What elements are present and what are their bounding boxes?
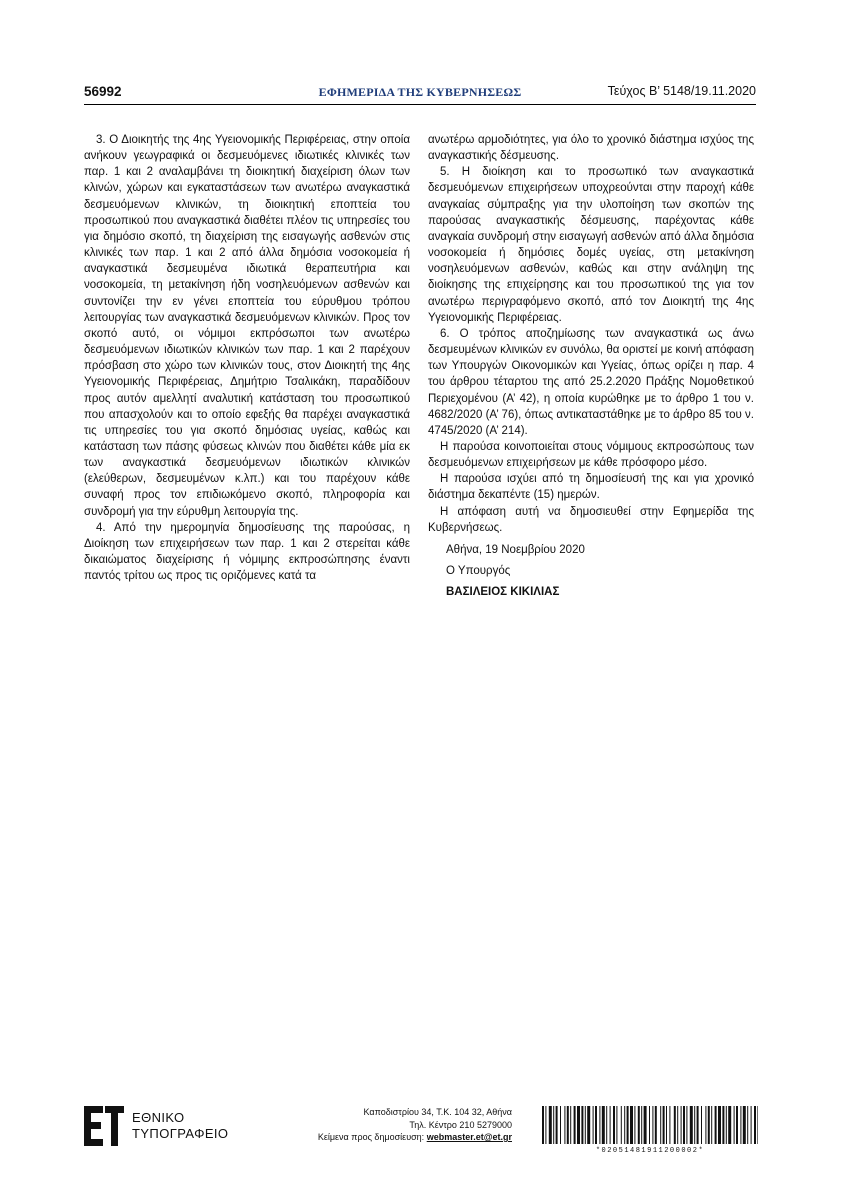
barcode-bar bbox=[754, 1106, 756, 1144]
barcode-bar bbox=[694, 1106, 695, 1144]
barcode-bar bbox=[677, 1106, 678, 1144]
barcode-bar bbox=[560, 1106, 561, 1144]
barcode-bar bbox=[669, 1106, 670, 1144]
barcode-bar bbox=[638, 1106, 640, 1144]
header-rule bbox=[84, 104, 756, 105]
barcode-bar bbox=[581, 1106, 583, 1144]
barcode-bar bbox=[570, 1106, 571, 1144]
barcode-bar bbox=[683, 1106, 685, 1144]
paragraph-5: 5. Η διοίκηση και το προσωπικό των αναγκαστικά δεσμευόμενων επιχειρήσεων υποχρεούνται στην παροχή κάθε αναγκαίας σύμπραξης για την υλοποίηση των σκοπών της παρούσας αναγκαστικής δέσμευσης, παρέχοντας κάθε αναγκαία συνδρομή στην εισαγωγή ασθενών από άλλα δημόσια νοσοκομεία ή δημόσιες δομές υγείας, στη μετακίνηση νοσηλευόμενων ασθενών, καθώς και στην ανάληψη της διοίκησης της επιχείρησης και του προσωπικού της για τον ανωτέρω περιγραφόμενο σκοπό, από τον Διοικητή της 4ης Υγειονομικής Περιφέρειας. bbox=[428, 166, 754, 324]
barcode-bar bbox=[722, 1106, 724, 1144]
paragraph-4: 4. Από την ημερομηνία δημοσίευσης της παρούσας, η Διοίκηση των επιχειρήσεων των παρ. 1 και 2 στερείται κάθε δικαιώματος διαχείρισης ή νόμιμης εκπροσώπησης έναντι παντός τρίτου ως προς τις οριζόμενες κατά τα bbox=[84, 521, 410, 583]
barcode-digits: *02051481911200002* bbox=[595, 1147, 705, 1155]
barcode-bar bbox=[542, 1106, 544, 1144]
logo-line-2: ΤΥΠΟΓΡΑΦΕΙΟ bbox=[132, 1126, 229, 1141]
barcode-bar bbox=[621, 1106, 622, 1144]
barcode-bar bbox=[708, 1106, 710, 1144]
paragraph-4-continued: ανωτέρω αρμοδιότητες, για όλο το χρονικό διάστημα ισχύος της αναγκαστικής δέσμευσης. bbox=[428, 134, 754, 163]
barcode-bar bbox=[549, 1106, 552, 1144]
barcode-bar bbox=[567, 1106, 569, 1144]
barcode-bar bbox=[715, 1106, 717, 1144]
barcode-bar bbox=[705, 1106, 706, 1144]
contact-info bbox=[318, 1106, 512, 1144]
national-printing-house-logo-icon bbox=[84, 1106, 124, 1146]
paragraph-6: 6. Ο τρόπος αποζημίωσης των αναγκαστικά ως άνω δεσμευμένων κλινικών εν συνόλω, θα οριστεί με κοινή απόφαση των Υπουργών Οικονομικών και Υγείας, όπως ορίζει η παρ. 4 του άρθρου τέταρτου της από 25.2.2020 Πράξης Νομοθετικού Περιεχομένου (Α’ 42), η οποία κυρώθηκε με το άρθρο 1 του ν. 4682/2020 (Α’ 76), όπως αντικαταστάθηκε με το άρθρο 85 του ν. 4745/2020 (Α’ 214). bbox=[428, 327, 754, 437]
logo-line-1: ΕΘΝΙΚΟ bbox=[132, 1110, 185, 1125]
right-column bbox=[428, 132, 754, 600]
barcode-bar bbox=[663, 1106, 665, 1144]
barcode-bar bbox=[740, 1106, 741, 1144]
publication-paragraph: Η απόφαση αυτή να δημοσιευθεί στην Εφημερίδα της Κυβερνήσεως. bbox=[428, 505, 754, 534]
issue-reference: Τεύχος B’ 5148/19.11.2020 bbox=[607, 84, 756, 98]
notification-paragraph: Η παρούσα κοινοποιείται στους νόμιμους εκπροσώπους των δεσμευόμενων επιχειρήσεων με κάθε πρόσφορο μέσο. bbox=[428, 440, 754, 470]
submission-line bbox=[318, 1131, 512, 1144]
signature-name: ΒΑΣΙΛΕΙΟΣ ΚΙΚΙΛΙΑΣ bbox=[446, 585, 560, 598]
barcode-bar bbox=[734, 1106, 735, 1144]
barcode-bar bbox=[577, 1106, 580, 1144]
barcode-bar bbox=[718, 1106, 721, 1144]
logo-text bbox=[132, 1110, 228, 1142]
barcode-bar bbox=[545, 1106, 546, 1144]
barcode-bar bbox=[690, 1106, 693, 1144]
barcode-bar bbox=[711, 1106, 712, 1144]
barcode-bar bbox=[660, 1106, 661, 1144]
barcode-bar bbox=[593, 1106, 594, 1144]
barcode-bar bbox=[666, 1106, 667, 1144]
barcode-bar bbox=[757, 1106, 758, 1144]
barcode-bar bbox=[751, 1106, 752, 1144]
barcode-bar bbox=[616, 1106, 617, 1144]
signature-role: Ο Υπουργός bbox=[446, 564, 511, 577]
barcode-bar bbox=[736, 1106, 738, 1144]
barcode-bar bbox=[599, 1106, 600, 1144]
validity-paragraph: Η παρούσα ισχύει από τη δημοσίευσή της και για χρονικό διάστημα δεκαπέντε (15) ημερών. bbox=[428, 473, 754, 502]
page-header bbox=[84, 84, 756, 104]
left-column bbox=[84, 132, 410, 584]
barcode-bar bbox=[556, 1106, 558, 1144]
barcode-bar bbox=[595, 1106, 597, 1144]
barcode-bar bbox=[606, 1106, 607, 1144]
barcode-bar bbox=[655, 1106, 657, 1144]
page-number: 56992 bbox=[84, 84, 122, 99]
phone-line: Τηλ. Κέντρο 210 5279000 bbox=[409, 1119, 512, 1130]
barcode-bar bbox=[641, 1106, 642, 1144]
barcode-bar bbox=[681, 1106, 682, 1144]
barcode-bar bbox=[649, 1106, 650, 1144]
barcode-bar bbox=[610, 1106, 611, 1144]
barcode-bar bbox=[726, 1106, 727, 1144]
paragraph-3: 3. Ο Διοικητής της 4ης Υγειονομικής Περιφέρειας, στην οποία ανήκουν γεωγραφικά οι δεσμευόμενες ιδιωτικές κλινικές των παρ. 1 και 2 αναλαμβάνει τη διοικητική διαχείριση όλων των κλινών, χώρων και εγκαταστάσεων των ανωτέρω αναγκαστικά δεσμευόμενων κλινικών, τη διοικητική εποπτεία του προσωπικού που αναγκαστικά διαθέτει πλέον τις υπηρεσίες του για δημόσιο σκοπό, τη διαχείριση της εισαγωγής ασθενών στις κλινικές των παρ. 1 και 2 από άλλα δημόσια νοσοκομεία ή αναγκαστικά δεσμευμένα ιδιωτικά θεραπευτήρια και νοσοκομεία, τη μετακίνηση ήδη νοσηλευόμενων ασθενών και συντονίζει την εν γένει εποπτεία του εύρυθμου τρόπου λειτουργίας των αναγκαστικά δεσμευόμενων κλινικών. Προς τον σκοπό αυτό, οι νόμιμοι εκπρόσωποι των ανωτέρω δεσμευόμενων ιδιωτικών κλινικών των παρ. 1 και 2 παρέχουν πρόσβαση στο χώρο των κλινικών τους, στον Διοικητή της 4ης Υγειονομικής Περιφέρειας, Δημήτριο Τσαλικάκη, παραδίδουν προς αυτόν αμελλητί αναλυτική κατάσταση του προσωπικού που απασχολούν και το οποίο εφεξής θα παρέχει αναγκαστικά τις υπηρεσίες του για σκοπό δημόσιας υγείας, καθώς και κατάσταση των πάσης φύσεως κλινών που διαθέτει κάθε μία εκ των αναγκαστικά δεσμευόμενων ιδιωτικών κλινικών (ελεύθερων, δεσμευμένων κ.λπ.) και του παρέχουν κάθε συναφή προς τον επιδιωκόμενο σκοπό, πληροφορία και συνδρομή για την εύρυθμη λειτουργία της. bbox=[84, 134, 410, 518]
barcode-bar bbox=[587, 1106, 590, 1144]
barcode-bar bbox=[564, 1106, 565, 1144]
barcode-bar bbox=[630, 1106, 633, 1144]
barcode-bar bbox=[627, 1106, 629, 1144]
barcode-bar bbox=[585, 1106, 586, 1144]
signature-place-date: Αθήνα, 19 Νοεμβρίου 2020 bbox=[446, 543, 585, 556]
barcode-bar bbox=[574, 1106, 576, 1144]
barcode-bar bbox=[652, 1106, 653, 1144]
address-line: Καποδιστρίου 34, Τ.Κ. 104 32, Αθήνα bbox=[363, 1107, 512, 1117]
barcode-bar bbox=[728, 1106, 731, 1144]
submission-label: Κείμενα προς δημοσίευση: bbox=[317, 1132, 425, 1142]
barcode-bar bbox=[553, 1106, 554, 1144]
barcode-bar bbox=[624, 1106, 625, 1144]
barcode-bar bbox=[613, 1106, 615, 1144]
barcode-bar bbox=[634, 1106, 635, 1144]
gazette-title: ΕΦΗΜΕΡΙΔΑ ΤΗΣ ΚΥΒΕΡΝΗΣΕΩΣ bbox=[318, 85, 522, 99]
barcode-bar bbox=[743, 1106, 746, 1144]
barcode-bar bbox=[747, 1106, 748, 1144]
barcode-bar bbox=[644, 1106, 647, 1144]
barcode bbox=[542, 1106, 758, 1144]
barcode-bar bbox=[602, 1106, 605, 1144]
barcode-bar bbox=[697, 1106, 699, 1144]
barcode-bar bbox=[674, 1106, 676, 1144]
barcode-bar bbox=[686, 1106, 687, 1144]
barcode-bar bbox=[701, 1106, 702, 1144]
submission-email-link[interactable]: webmaster.et@et.gr bbox=[426, 1132, 512, 1142]
signature-block bbox=[428, 542, 754, 600]
page-footer bbox=[84, 1106, 758, 1156]
